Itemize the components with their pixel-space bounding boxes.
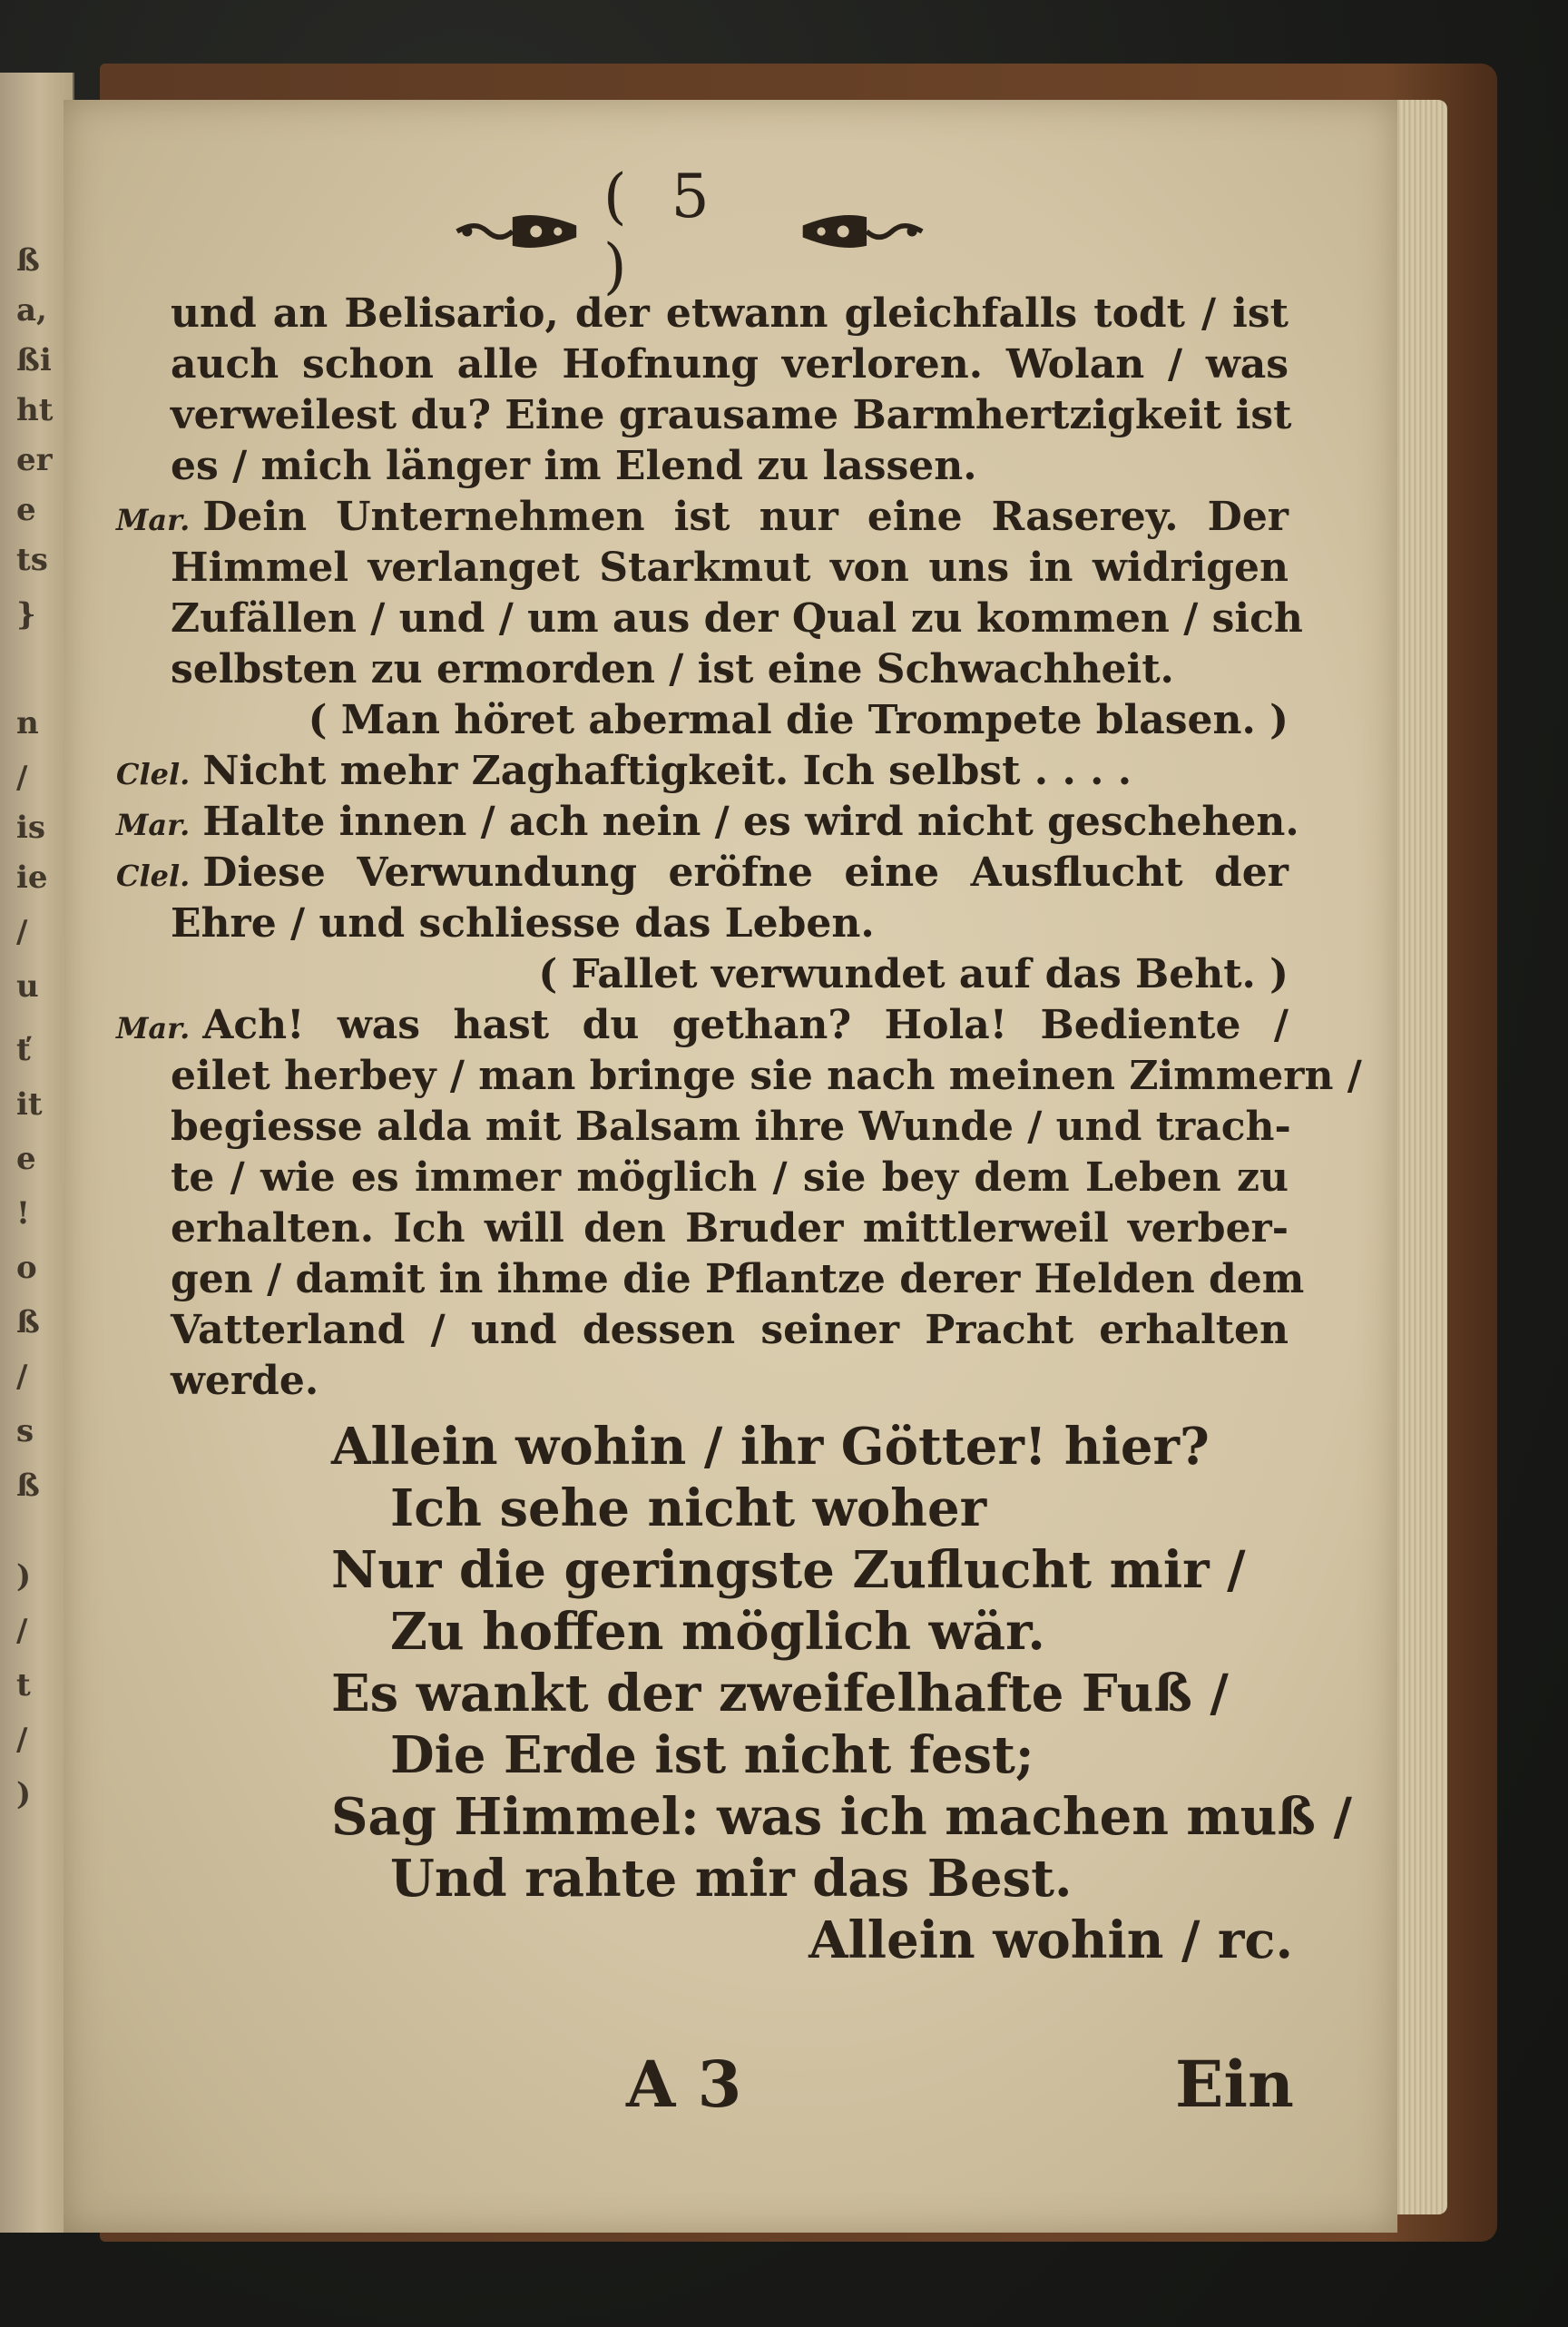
previous-page-fragment: / xyxy=(16,760,28,796)
previous-page-fragment: / xyxy=(16,1613,28,1649)
page-header xyxy=(454,162,926,301)
previous-page-fragment: o xyxy=(16,1250,37,1286)
page-number: ( 5 ) xyxy=(603,162,722,301)
previous-page-fragment: u xyxy=(16,968,39,1005)
left-ornament-icon xyxy=(454,207,580,256)
previous-page-fragment: ie xyxy=(16,859,48,896)
previous-page-fragment: n xyxy=(16,705,39,741)
line-text: auch schon alle Hofnung verloren. Wolan / was xyxy=(171,341,1289,388)
text-line xyxy=(116,1000,1289,1051)
line-text: te / wie es immer möglich / sie bey dem Leben zu xyxy=(171,1154,1289,1201)
line-text: Diese Verwundung eröfne eine Ausflucht der xyxy=(202,849,1289,896)
line-text: Zufällen / und / um aus der Qual zu kommen / sich xyxy=(171,595,1303,642)
line-text: verweilest du? Eine grausame Barmhertzigkeit ist xyxy=(171,392,1292,438)
previous-page-fragment: e xyxy=(16,492,36,528)
speaker-label: Clel. xyxy=(116,859,191,893)
text-line xyxy=(171,898,1289,949)
line-text: und an Belisario, der etwann gleichfalls todt / ist xyxy=(171,290,1289,337)
speaker-label: Mar. xyxy=(116,808,191,842)
text-line xyxy=(171,1254,1305,1305)
line-text: Ach! was hast du gethan? Hola! Bediente / xyxy=(202,1002,1289,1048)
verse-line: Zu hoffen möglich wär. xyxy=(390,1602,1045,1662)
previous-page-fragment: / xyxy=(16,1359,28,1395)
text-line xyxy=(171,1153,1289,1203)
previous-page-fragment: t xyxy=(16,1667,31,1704)
speaker-label: Mar. xyxy=(116,503,191,537)
text-line xyxy=(116,746,1289,797)
verse-block xyxy=(331,1416,1352,1971)
line-text: eilet herbey / man bringe sie nach meinen Zimmern / xyxy=(171,1053,1362,1099)
verse-line: Die Erde ist nicht fest; xyxy=(390,1725,1034,1785)
previous-page-fragment: e xyxy=(16,1141,36,1177)
verse-line: Allein wohin / ihr Götter! hier? xyxy=(331,1417,1210,1477)
line-text: Himmel verlanget Starkmut von uns in widrigen xyxy=(171,545,1289,591)
text-line xyxy=(171,949,1289,1000)
previous-page-fragment: it xyxy=(16,1086,43,1123)
text-line xyxy=(171,1305,1289,1356)
verse-line: Allein wohin / rc. xyxy=(808,1910,1293,1970)
line-text: begiesse alda mit Balsam ihre Wunde / und trach- xyxy=(171,1104,1291,1150)
previous-page-fragment: er xyxy=(16,442,53,478)
previous-page-fragment: ßi xyxy=(16,342,52,378)
speaker-label: Clel. xyxy=(116,757,191,791)
previous-page-fragment: / xyxy=(16,914,28,950)
text-line xyxy=(171,594,1303,644)
line-text: es / mich länger im Elend zu lassen. xyxy=(171,443,977,489)
verse-line: Nur die geringste Zuflucht mir / xyxy=(331,1540,1246,1600)
text-line xyxy=(171,289,1289,339)
text-line xyxy=(171,1356,1289,1407)
previous-page-fragment: / xyxy=(16,1722,28,1758)
previous-page-fragment: s xyxy=(16,1413,34,1449)
verse-line: Es wankt der zweifelhafte Fuß / xyxy=(331,1664,1229,1723)
text-line xyxy=(116,848,1289,898)
text-line xyxy=(116,797,1299,848)
text-line xyxy=(171,644,1289,695)
text-line xyxy=(171,339,1289,390)
previous-page-fragment: } xyxy=(16,596,36,633)
text-line xyxy=(171,441,1289,492)
right-ornament-icon xyxy=(799,207,926,256)
previous-page-text-fragments xyxy=(5,73,69,2233)
previous-page-fragment: ) xyxy=(16,1558,32,1595)
previous-page-fragment: ß xyxy=(16,1304,40,1340)
verse-line: Und rahte mir das Best. xyxy=(390,1849,1073,1909)
text-line xyxy=(171,390,1292,441)
text-line xyxy=(116,492,1289,543)
previous-page-fragment: ht xyxy=(16,392,54,428)
line-text: erhalten. Ich will den Bruder mittlerweil verber- xyxy=(171,1205,1289,1252)
text-line xyxy=(171,1051,1362,1102)
text-line xyxy=(171,1203,1289,1254)
previous-page-fragment: a, xyxy=(16,292,47,329)
prose-block xyxy=(116,289,1362,1407)
stage-direction: ( Man höret abermal die Trompete blasen. ) xyxy=(308,697,1289,743)
speaker-label: Mar. xyxy=(116,1011,191,1046)
line-text: Nicht mehr Zaghaftigkeit. Ich selbst . . . . xyxy=(202,748,1132,794)
verse-line: Sag Himmel: was ich machen muß / xyxy=(331,1787,1352,1847)
line-text: Vatterland / und dessen seiner Pracht erhalten xyxy=(171,1307,1289,1353)
previous-page-fragment: ts xyxy=(16,542,48,578)
line-text: Dein Unternehmen ist nur eine Raserey. Der xyxy=(202,494,1289,540)
line-text: selbsten zu ermorden / ist eine Schwachheit. xyxy=(171,646,1174,692)
previous-page-fragment: ! xyxy=(16,1195,30,1232)
previous-page-fragment: is xyxy=(16,810,46,846)
catchword: Ein xyxy=(1175,2047,1294,2122)
signature-mark: A 3 xyxy=(626,2047,742,2122)
verse-line: Ich sehe nicht woher xyxy=(390,1478,987,1538)
stage-direction: ( Fallet verwundet auf das Beht. ) xyxy=(538,951,1289,997)
previous-page-fragment: ß xyxy=(16,242,40,279)
line-text: Halte innen / ach nein / es wird nicht geschehen. xyxy=(202,799,1299,845)
previous-page-fragment: ť xyxy=(16,1032,31,1068)
previous-page-fragment: ß xyxy=(16,1468,40,1504)
text-line xyxy=(171,1102,1289,1153)
text-line xyxy=(171,695,1289,746)
previous-page-fragment: ) xyxy=(16,1776,32,1812)
text-line xyxy=(171,543,1289,594)
line-text: Ehre / und schliesse das Leben. xyxy=(171,900,875,947)
line-text: gen / damit in ihme die Pflantze derer Helden dem xyxy=(171,1256,1305,1302)
line-text: werde. xyxy=(171,1358,319,1404)
